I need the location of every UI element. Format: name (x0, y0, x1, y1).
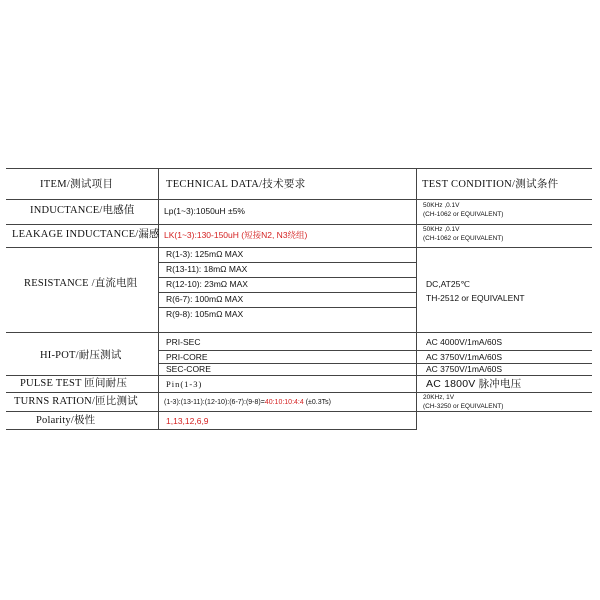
turns-ratio: 40:10:10:4:4 (264, 399, 304, 406)
row-inductance-condition-2: (CH-1062 or EQUIVALENT) (423, 211, 504, 218)
row-pulse-condition: AC 1800V 脉冲电压 (426, 378, 522, 390)
turns-pins: (1-3):(13-11):(12-10):(6-7):(9-8)= (164, 399, 265, 406)
header-condition: TEST CONDITION/测试条件 (422, 179, 559, 190)
table-rule (158, 307, 416, 308)
table-rule (6, 168, 592, 169)
table-rule (6, 224, 592, 225)
row-inductance-label: INDUCTANCE/电感值 (30, 205, 135, 216)
table-rule (6, 375, 592, 376)
row-turns-condition-2: (CH-3250 or EQUIVALENT) (423, 403, 504, 410)
row-leakage-condition-2: (CH-1062 or EQUIVALENT) (423, 235, 504, 242)
hipot-condition-3: AC 3750V/1mA/60S (426, 364, 503, 374)
table-rule (6, 392, 592, 393)
resistance-value-1: R(1-3): 125mΩ MAX (166, 249, 244, 259)
row-inductance-value: Lp(1~3):1050uH ±5% (164, 206, 245, 216)
row-hipot-label: HI-POT/耐压测试 (40, 350, 122, 361)
hipot-condition-2: AC 3750V/1mA/60S (426, 352, 503, 362)
row-leakage-label: LEAKAGE INDUCTANCE/漏感 (12, 229, 160, 240)
table-rule (158, 363, 592, 364)
hipot-value-3: SEC-CORE (166, 364, 211, 374)
column-divider (158, 168, 159, 430)
table-rule (6, 332, 592, 333)
table-rule (158, 277, 416, 278)
turns-tolerance: (±0.3Ts) (303, 399, 331, 406)
row-polarity-value: 1,13,12,6,9 (166, 416, 209, 426)
table-rule (6, 411, 592, 412)
table-rule (158, 350, 592, 351)
table-rule (6, 199, 592, 200)
row-turns-condition-1: 20KHz, 1V (423, 394, 455, 401)
table-rule (6, 247, 592, 248)
row-leakage-condition-1: 50KHz ,0.1V (423, 226, 460, 233)
header-technical: TECHNICAL DATA/技术要求 (166, 179, 306, 190)
test-spec-table (6, 168, 592, 430)
header-item: ITEM/测试项目 (40, 179, 114, 190)
resistance-value-5: R(9-8): 105mΩ MAX (166, 309, 244, 319)
row-resistance-condition-1: DC,AT25℃ (426, 279, 470, 289)
row-resistance-label: RESISTANCE /直流电阻 (24, 278, 138, 289)
resistance-value-2: R(13-11): 18mΩ MAX (166, 264, 248, 274)
hipot-value-2: PRI-CORE (166, 352, 208, 362)
row-resistance-condition-2: TH-2512 or EQUIVALENT (426, 293, 525, 303)
hipot-condition-1: AC 4000V/1mA/60S (426, 337, 503, 347)
row-leakage-value: LK(1~3):130-150uH (短接N2, N3绕组) (164, 230, 308, 240)
table-rule (158, 262, 416, 263)
row-inductance-condition-1: 50KHz ,0.1V (423, 202, 460, 209)
resistance-value-3: R(12-10): 23mΩ MAX (166, 279, 248, 289)
row-turns-value (164, 399, 331, 406)
table-rule (158, 292, 416, 293)
column-divider (416, 168, 417, 430)
row-turns-label: TURNS RATION/匝比测试 (14, 396, 138, 407)
resistance-value-4: R(6-7): 100mΩ MAX (166, 294, 244, 304)
row-pulse-label: PULSE TEST 匝间耐压 (20, 378, 128, 389)
row-pulse-value: Pin(1-3) (166, 379, 203, 389)
row-polarity-label: Polarity/极性 (36, 415, 96, 426)
hipot-value-1: PRI-SEC (166, 337, 201, 347)
table-rule (6, 429, 416, 430)
